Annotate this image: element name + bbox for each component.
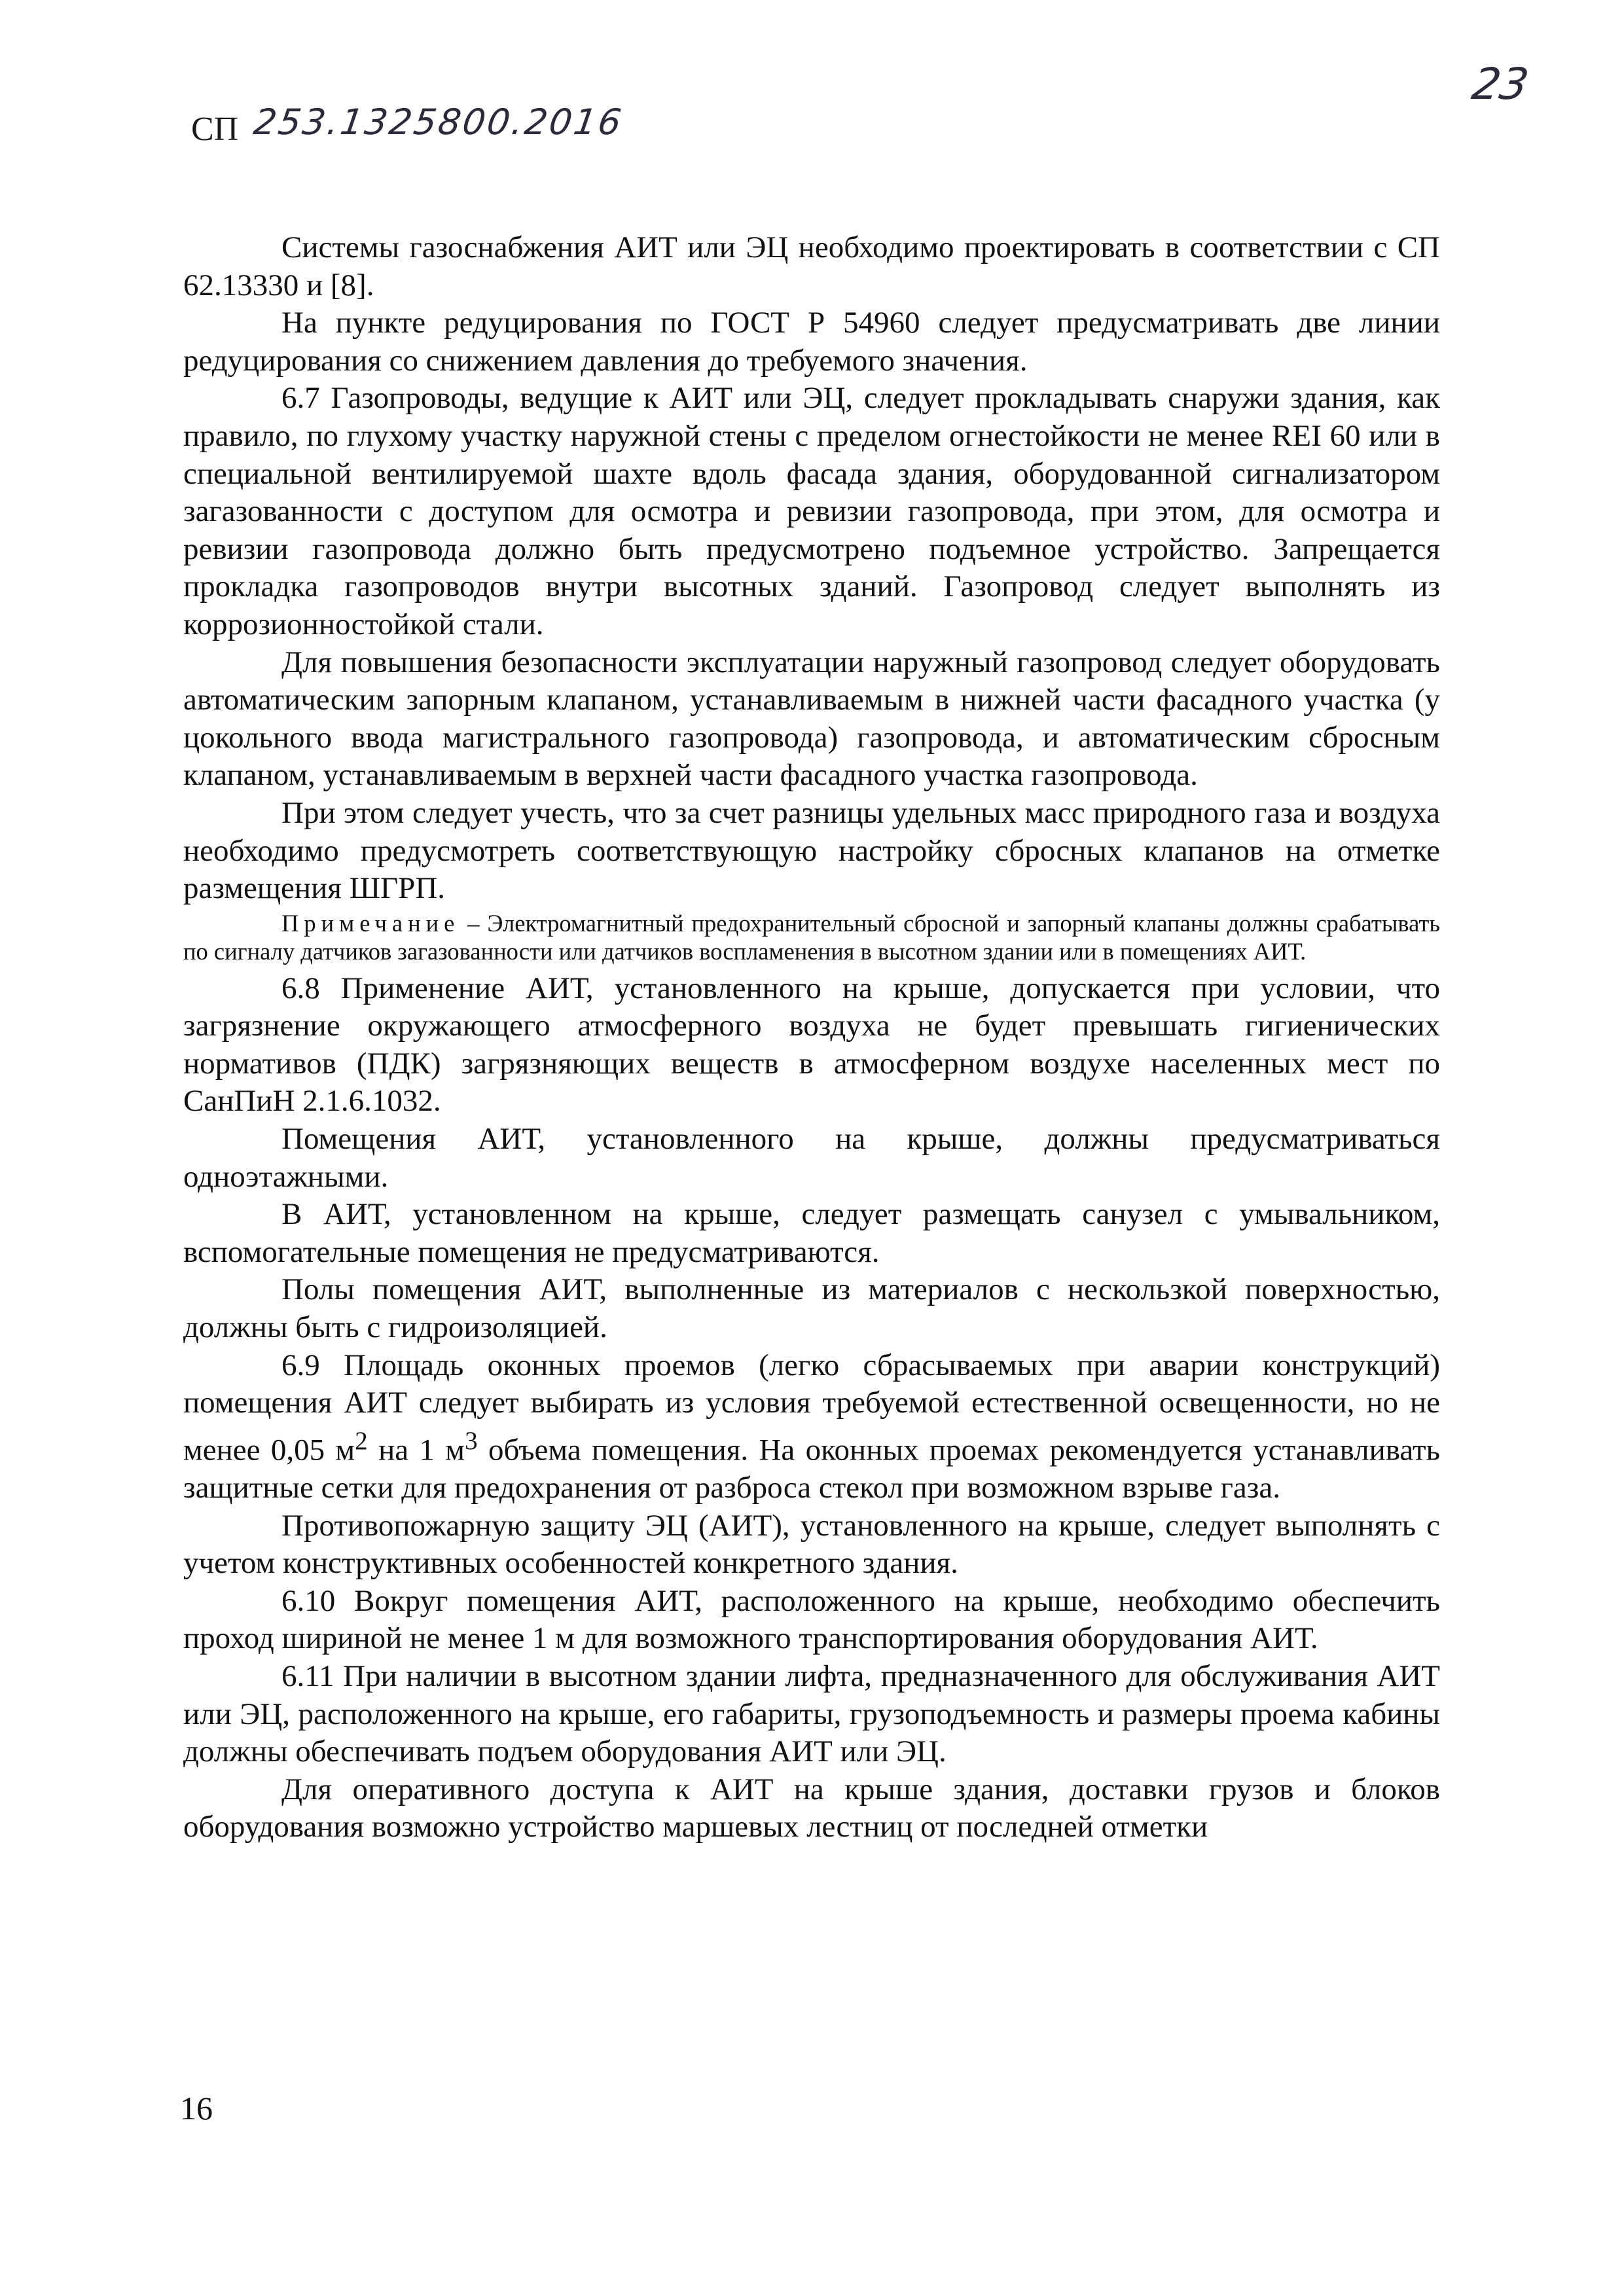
note-text: – Электромагнитный предохранительный сбросной и запорный клапаны должны срабатывать по сигналу датчиков загазованности или датчиков воспламенения в высотном здании или в помещениях АИТ. (183, 909, 1440, 965)
paragraph-6-8: 6.8 Применение АИТ, установленного на крыше, допускается при условии, что загрязнение окружающего атмосферного воздуха не будет превышать гигиенических нормативов (ПДК) загрязняющих веществ в атмосферном воздухе населенных мест по СанПиН 2.1.6.1032. (183, 971, 1440, 1119)
p69-text-2: на 1 м (367, 1433, 465, 1467)
superscript: 2 (355, 1426, 368, 1455)
paragraph: На пункте редуцирования по ГОСТ Р 54960 следует предусматривать две линии редуцирования со снижением давления до требуемого значения. (183, 306, 1440, 378)
paragraph: Для повышения безопасности эксплуатации наружный газопровод следует оборудовать автоматическим запорным клапаном, устанавливаемым в нижней части фасадного участка (у цокольного ввода магистрального газопровода) газопровода, и автоматическим сбросным клапаном, устанавливаемым в верхней части фасадного участка газопровода. (183, 645, 1440, 793)
handwritten-page-mark: 23 (1468, 59, 1532, 109)
paragraph: Помещения АИТ, установленного на крыше, должны предусматриваться одноэтажными. (183, 1122, 1440, 1194)
paragraph-6-11: 6.11 При наличии в высотном здании лифта, предназначенного для обслуживания АИТ или ЭЦ, расположенного на крыше, его габариты, грузоподъемность и размеры проема кабины должны обеспечивать подъем оборудования АИТ или ЭЦ. (183, 1659, 1440, 1769)
paragraph: Полы помещения АИТ, выполненные из материалов с нескользкой поверхностью, должны быть с гидроизоляцией. (183, 1272, 1440, 1345)
note-label: Примечание (281, 909, 460, 937)
superscript: 3 (465, 1426, 478, 1455)
doc-code-prefix: СП (191, 111, 239, 148)
doc-code-handwritten: 253.1325800.2016 (251, 101, 626, 143)
page-number: 16 (180, 2090, 213, 2126)
paragraph: В АИТ, установленном на крыше, следует размещать санузел с умывальником, вспомогательные помещения не предусматриваются. (183, 1197, 1440, 1269)
paragraph: Системы газоснабжения АИТ или ЭЦ необходимо проектировать в соответствии с СП 62.13330 и [8]. (183, 230, 1440, 302)
paragraph-6-9 (183, 1347, 1440, 1507)
document-body (183, 229, 1440, 1846)
paragraph: Для оперативного доступа к АИТ на крыше здания, доставки грузов и блоков оборудования возможно устройство маршевых лестниц от последней отметки (183, 1772, 1440, 1844)
paragraph-6-7: 6.7 Газопроводы, ведущие к АИТ или ЭЦ, следует прокладывать снаружи здания, как правило, по глухому участку наружной стены с пределом огнестойкости не менее REI 60 или в специальной вентилируемой шахте вдоль фасада здания, оборудованной сигнализатором загазованности с доступом для осмотра и ревизии газопровода, при этом, для осмотра и ревизии газопровода должно быть предусмотрено подъемное устройство. Запрещается прокладка газопроводов внутри высотных зданий. Газопровод следует выполнять из коррозионностойкой стали. (183, 381, 1440, 641)
paragraph-6-10: 6.10 Вокруг помещения АИТ, расположенного на крыше, необходимо обеспечить проход шириной не менее 1 м для возможного транспортирования оборудования АИТ. (183, 1583, 1440, 1656)
paragraph: Противопожарную защиту ЭЦ (АИТ), установленного на крыше, следует выполнять с учетом конструктивных особенностей конкретного здания. (183, 1508, 1440, 1581)
p69-text-3: объема помещения. На оконных проемах рекомендуется устанавливать защитные сетки для предохранения от разброса стекол при возможном взрыве газа. (183, 1433, 1440, 1505)
note-paragraph (183, 909, 1440, 966)
p69-text-1: 6.9 Площадь оконных проемов (легко сбрасываемых при аварии конструкций) помещения АИТ следует выбирать из условия требуемой естественной освещенности, но не менее 0,05 м (183, 1348, 1440, 1467)
paragraph: При этом следует учесть, что за счет разницы удельных масс природного газа и воздуха необходимо предусмотреть соответствующую настройку сбросных клапанов на отметке размещения ШГРП. (183, 795, 1440, 906)
